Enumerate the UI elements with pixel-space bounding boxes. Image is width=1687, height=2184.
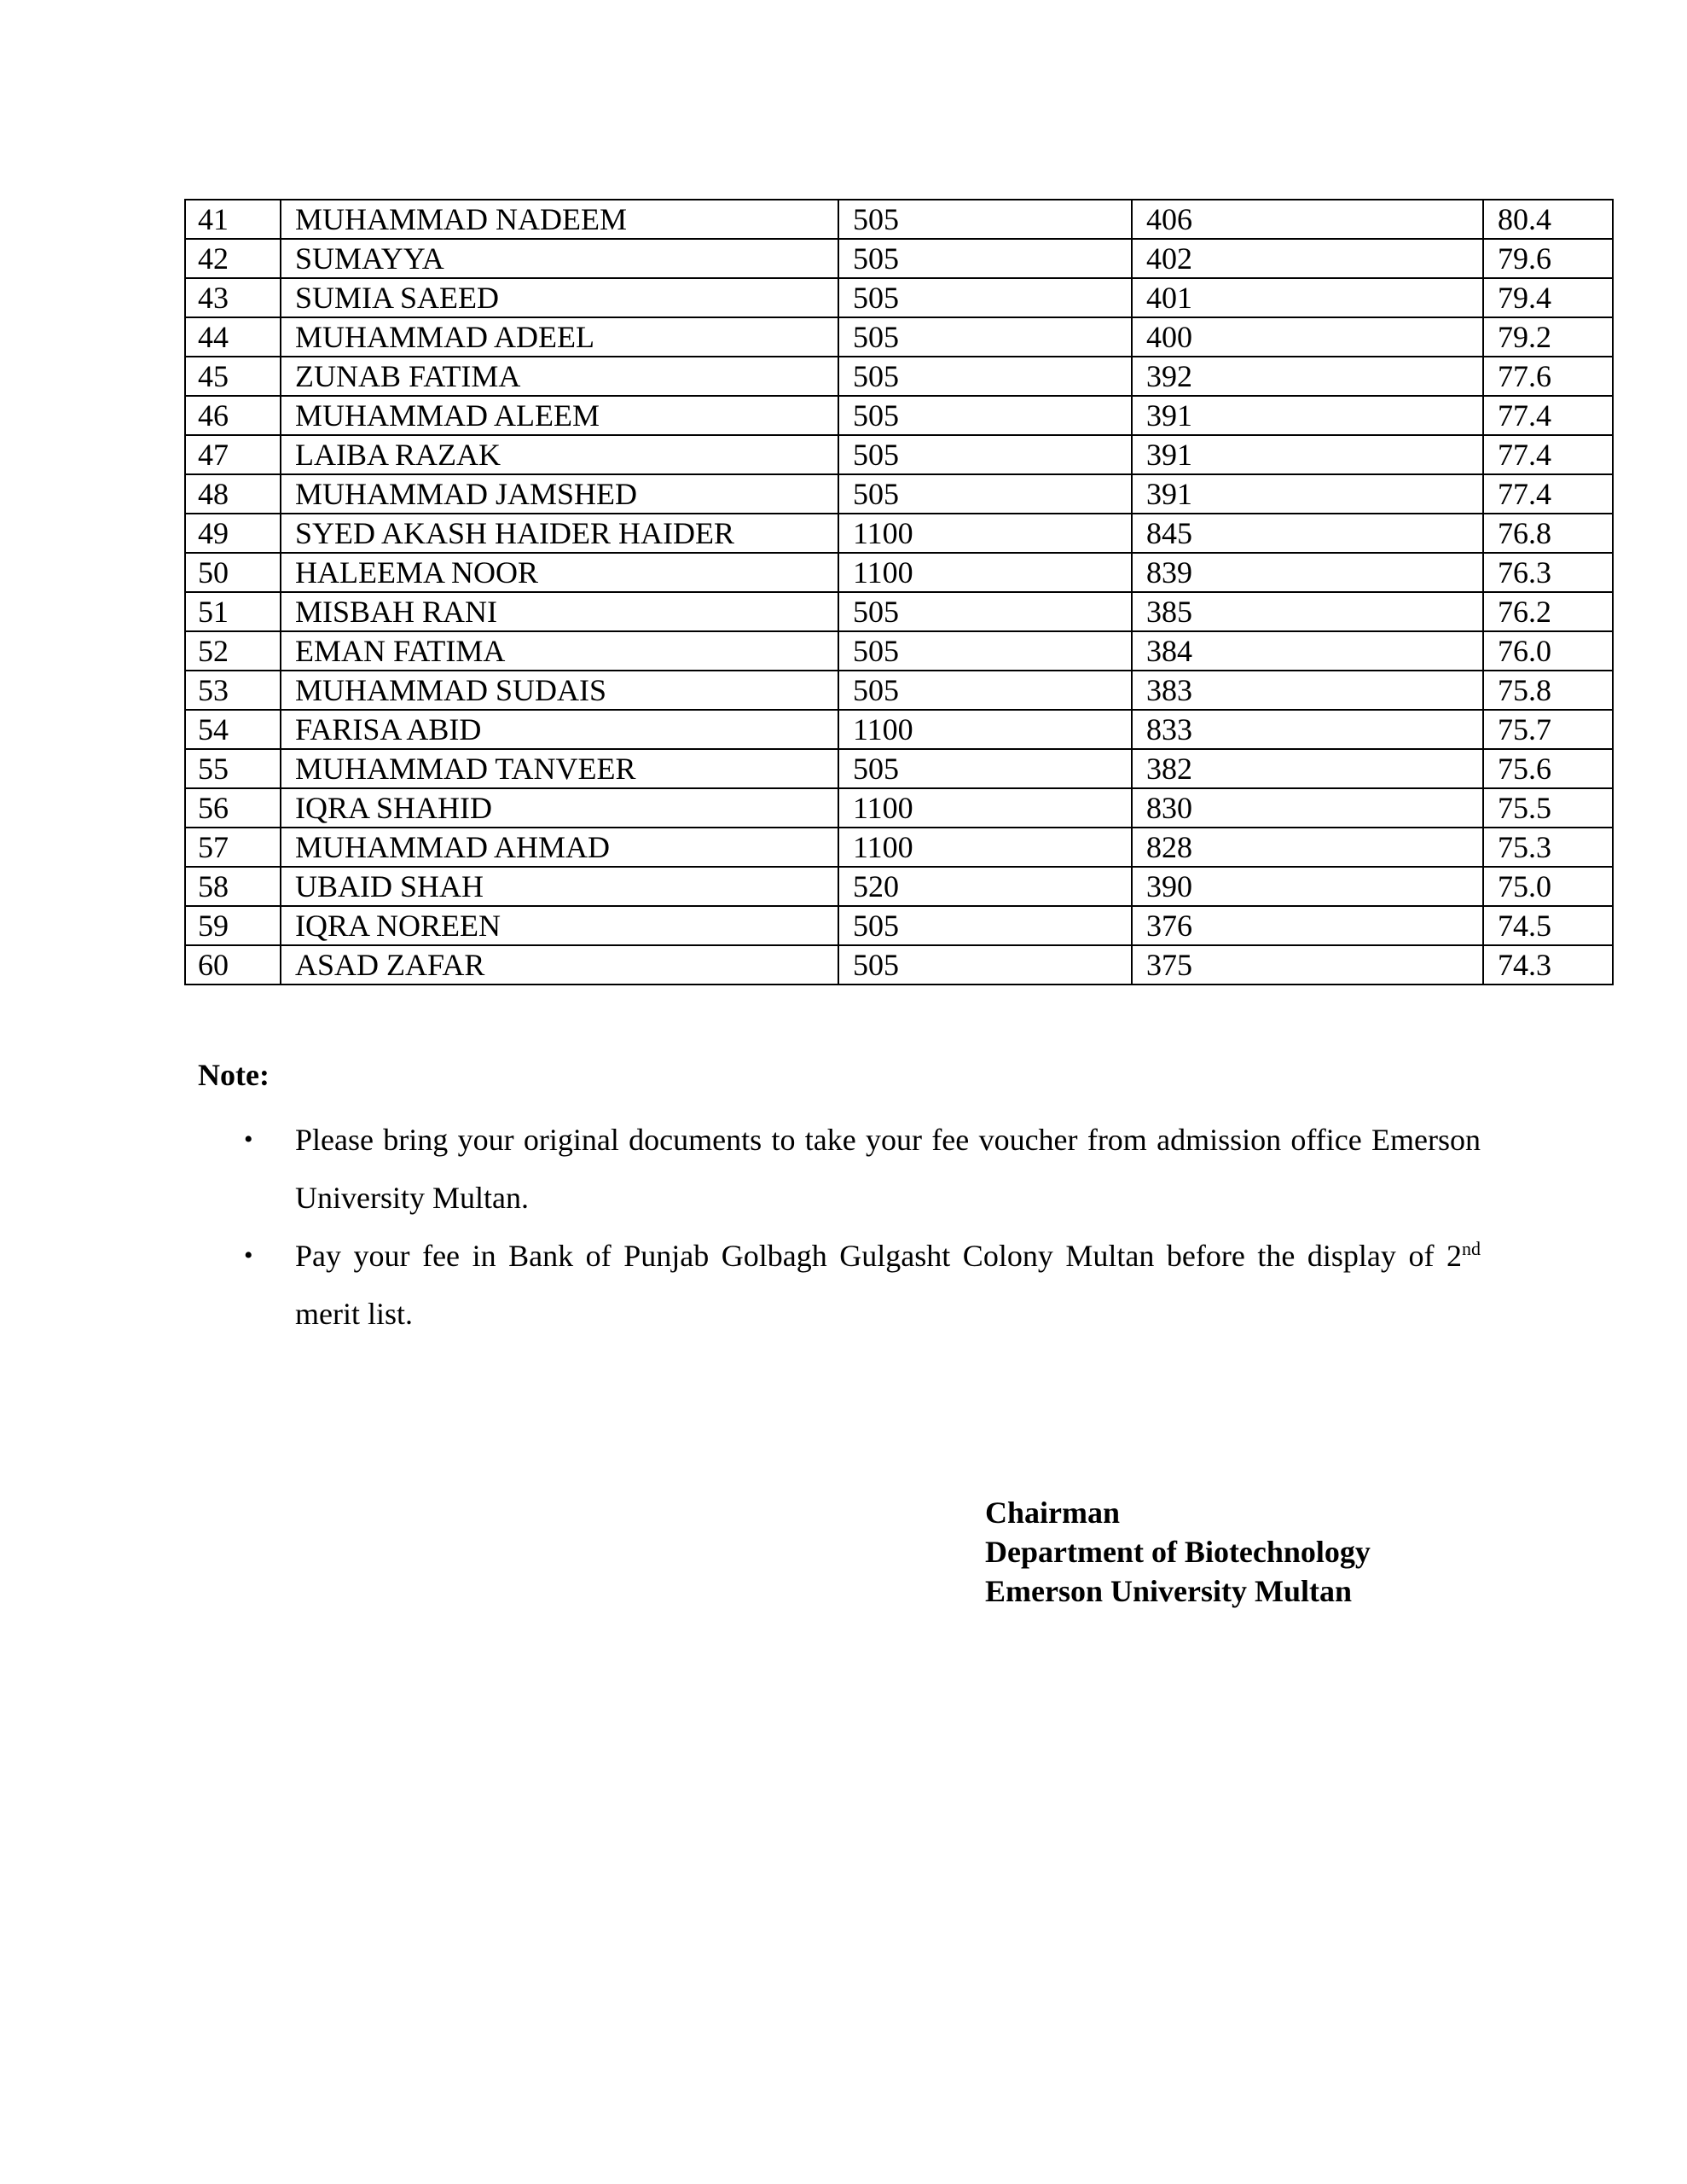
- serial-number-cell: 54: [185, 710, 281, 749]
- signature-block: [985, 1493, 1371, 1611]
- percentage-cell: 79.4: [1483, 278, 1613, 317]
- student-name-cell: SUMAYYA: [281, 239, 838, 278]
- note-item-text-end: merit list.: [295, 1297, 413, 1331]
- obtained-marks-cell: 839: [1132, 553, 1483, 592]
- percentage-cell: 79.2: [1483, 317, 1613, 357]
- table-row: [185, 200, 1613, 239]
- table-row: [185, 710, 1613, 749]
- percentage-cell: 79.6: [1483, 239, 1613, 278]
- total-marks-cell: 505: [838, 631, 1132, 671]
- serial-number-cell: 57: [185, 828, 281, 867]
- bullet-icon: •: [244, 1241, 253, 1269]
- table-row: [185, 631, 1613, 671]
- student-name-cell: SYED AKASH HAIDER HAIDER: [281, 514, 838, 553]
- obtained-marks-cell: 401: [1132, 278, 1483, 317]
- serial-number-cell: 52: [185, 631, 281, 671]
- obtained-marks-cell: 833: [1132, 710, 1483, 749]
- obtained-marks-cell: 375: [1132, 945, 1483, 985]
- table-row: [185, 906, 1613, 945]
- serial-number-cell: 50: [185, 553, 281, 592]
- percentage-cell: 74.5: [1483, 906, 1613, 945]
- student-name-cell: MISBAH RANI: [281, 592, 838, 631]
- percentage-cell: 75.6: [1483, 749, 1613, 788]
- note-item: [244, 1227, 1481, 1343]
- serial-number-cell: 46: [185, 396, 281, 435]
- serial-number-cell: 47: [185, 435, 281, 474]
- obtained-marks-cell: 400: [1132, 317, 1483, 357]
- table-row: [185, 671, 1613, 710]
- percentage-cell: 75.7: [1483, 710, 1613, 749]
- total-marks-cell: 505: [838, 396, 1132, 435]
- total-marks-cell: 1100: [838, 788, 1132, 828]
- student-name-cell: ZUNAB FATIMA: [281, 357, 838, 396]
- table-row: [185, 239, 1613, 278]
- total-marks-cell: 505: [838, 749, 1132, 788]
- student-name-cell: HALEEMA NOOR: [281, 553, 838, 592]
- obtained-marks-cell: 382: [1132, 749, 1483, 788]
- serial-number-cell: 45: [185, 357, 281, 396]
- table-row: [185, 788, 1613, 828]
- ordinal-suffix: nd: [1462, 1238, 1481, 1259]
- percentage-cell: 77.4: [1483, 474, 1613, 514]
- percentage-cell: 75.8: [1483, 671, 1613, 710]
- percentage-cell: 76.0: [1483, 631, 1613, 671]
- table-row: [185, 867, 1613, 906]
- total-marks-cell: 505: [838, 357, 1132, 396]
- student-name-cell: MUHAMMAD AHMAD: [281, 828, 838, 867]
- total-marks-cell: 505: [838, 317, 1132, 357]
- percentage-cell: 76.3: [1483, 553, 1613, 592]
- note-list: [244, 1111, 1481, 1343]
- student-name-cell: FARISA ABID: [281, 710, 838, 749]
- student-name-cell: LAIBA RAZAK: [281, 435, 838, 474]
- serial-number-cell: 43: [185, 278, 281, 317]
- table-row: [185, 553, 1613, 592]
- obtained-marks-cell: 385: [1132, 592, 1483, 631]
- signature-title: Chairman: [985, 1496, 1121, 1530]
- obtained-marks-cell: 392: [1132, 357, 1483, 396]
- serial-number-cell: 51: [185, 592, 281, 631]
- table-row: [185, 474, 1613, 514]
- total-marks-cell: 505: [838, 435, 1132, 474]
- table-row: [185, 592, 1613, 631]
- serial-number-cell: 56: [185, 788, 281, 828]
- bullet-icon: •: [244, 1125, 253, 1153]
- percentage-cell: 76.8: [1483, 514, 1613, 553]
- obtained-marks-cell: 391: [1132, 396, 1483, 435]
- merit-list-body: [185, 200, 1613, 985]
- obtained-marks-cell: 390: [1132, 867, 1483, 906]
- total-marks-cell: 1100: [838, 553, 1132, 592]
- note-item-text: Please bring your original documents to take your fee voucher from admission office Emerson University Multan.: [295, 1123, 1481, 1215]
- obtained-marks-cell: 828: [1132, 828, 1483, 867]
- student-name-cell: MUHAMMAD ADEEL: [281, 317, 838, 357]
- obtained-marks-cell: 845: [1132, 514, 1483, 553]
- student-name-cell: EMAN FATIMA: [281, 631, 838, 671]
- obtained-marks-cell: 402: [1132, 239, 1483, 278]
- percentage-cell: 76.2: [1483, 592, 1613, 631]
- total-marks-cell: 505: [838, 671, 1132, 710]
- note-heading: Note:: [198, 1058, 270, 1092]
- table-row: [185, 514, 1613, 553]
- student-name-cell: IQRA SHAHID: [281, 788, 838, 828]
- serial-number-cell: 44: [185, 317, 281, 357]
- table-row: [185, 357, 1613, 396]
- serial-number-cell: 48: [185, 474, 281, 514]
- table-row: [185, 749, 1613, 788]
- total-marks-cell: 505: [838, 200, 1132, 239]
- total-marks-cell: 1100: [838, 710, 1132, 749]
- serial-number-cell: 58: [185, 867, 281, 906]
- obtained-marks-cell: 376: [1132, 906, 1483, 945]
- student-name-cell: MUHAMMAD NADEEM: [281, 200, 838, 239]
- obtained-marks-cell: 384: [1132, 631, 1483, 671]
- serial-number-cell: 41: [185, 200, 281, 239]
- percentage-cell: 75.0: [1483, 867, 1613, 906]
- total-marks-cell: 505: [838, 278, 1132, 317]
- obtained-marks-cell: 830: [1132, 788, 1483, 828]
- serial-number-cell: 55: [185, 749, 281, 788]
- student-name-cell: SUMIA SAEED: [281, 278, 838, 317]
- percentage-cell: 77.4: [1483, 396, 1613, 435]
- percentage-cell: 77.6: [1483, 357, 1613, 396]
- serial-number-cell: 59: [185, 906, 281, 945]
- total-marks-cell: 1100: [838, 514, 1132, 553]
- total-marks-cell: 505: [838, 592, 1132, 631]
- table-row: [185, 317, 1613, 357]
- signature-university: Emerson University Multan: [985, 1574, 1352, 1608]
- student-name-cell: UBAID SHAH: [281, 867, 838, 906]
- table-row: [185, 278, 1613, 317]
- obtained-marks-cell: 383: [1132, 671, 1483, 710]
- percentage-cell: 77.4: [1483, 435, 1613, 474]
- student-name-cell: MUHAMMAD TANVEER: [281, 749, 838, 788]
- table-row: [185, 828, 1613, 867]
- percentage-cell: 75.5: [1483, 788, 1613, 828]
- obtained-marks-cell: 406: [1132, 200, 1483, 239]
- note-item: [244, 1111, 1481, 1227]
- percentage-cell: 74.3: [1483, 945, 1613, 985]
- percentage-cell: 80.4: [1483, 200, 1613, 239]
- student-name-cell: ASAD ZAFAR: [281, 945, 838, 985]
- signature-department: Department of Biotechnology: [985, 1535, 1371, 1569]
- serial-number-cell: 60: [185, 945, 281, 985]
- obtained-marks-cell: 391: [1132, 435, 1483, 474]
- serial-number-cell: 42: [185, 239, 281, 278]
- percentage-cell: 75.3: [1483, 828, 1613, 867]
- student-name-cell: MUHAMMAD ALEEM: [281, 396, 838, 435]
- total-marks-cell: 520: [838, 867, 1132, 906]
- total-marks-cell: 505: [838, 906, 1132, 945]
- total-marks-cell: 505: [838, 474, 1132, 514]
- total-marks-cell: 505: [838, 239, 1132, 278]
- serial-number-cell: 53: [185, 671, 281, 710]
- student-name-cell: MUHAMMAD SUDAIS: [281, 671, 838, 710]
- obtained-marks-cell: 391: [1132, 474, 1483, 514]
- table-row: [185, 945, 1613, 985]
- merit-list-table: [184, 199, 1614, 985]
- table-row: [185, 435, 1613, 474]
- serial-number-cell: 49: [185, 514, 281, 553]
- student-name-cell: IQRA NOREEN: [281, 906, 838, 945]
- total-marks-cell: 505: [838, 945, 1132, 985]
- student-name-cell: MUHAMMAD JAMSHED: [281, 474, 838, 514]
- note-item-text: Pay your fee in Bank of Punjab Golbagh Gulgasht Colony Multan before the display of 2: [295, 1239, 1462, 1273]
- total-marks-cell: 1100: [838, 828, 1132, 867]
- table-row: [185, 396, 1613, 435]
